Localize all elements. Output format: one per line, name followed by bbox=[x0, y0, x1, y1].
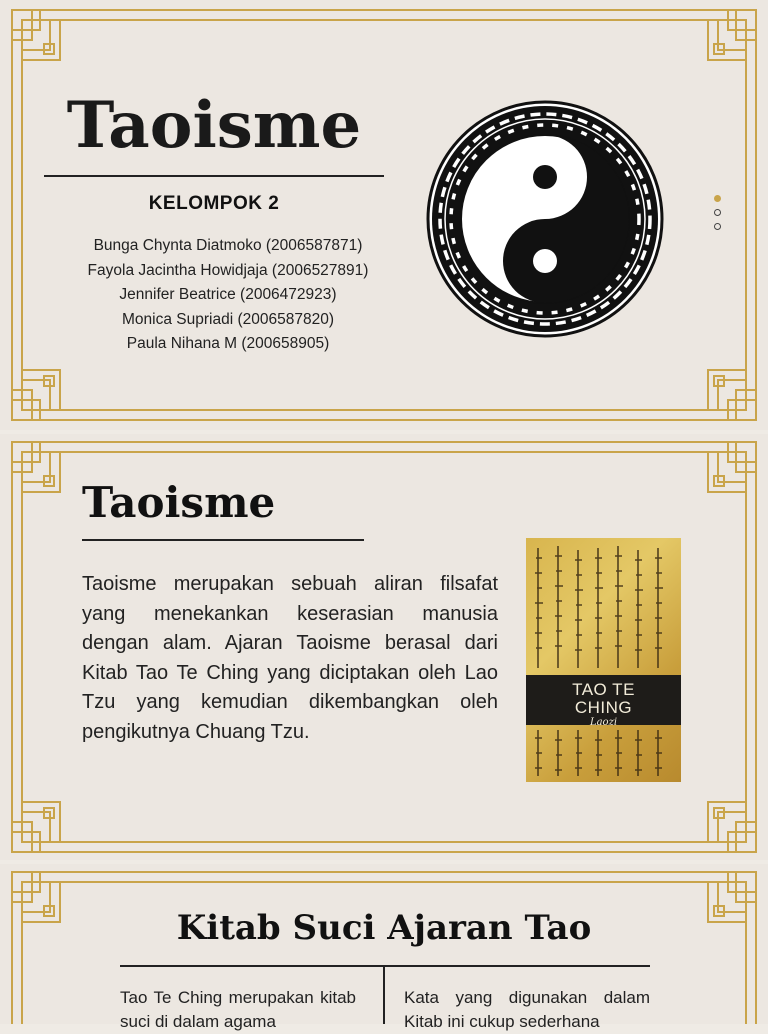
title-underline bbox=[120, 965, 650, 967]
nav-dot[interactable] bbox=[714, 209, 721, 216]
section-title: Kitab Suci Ajaran Tao bbox=[176, 908, 592, 948]
left-column-text: Tao Te Ching merupakan kitab suci di dalam agama bbox=[120, 988, 356, 1031]
member-name: Paula Nihana M (200658905) bbox=[126, 335, 330, 352]
member-name: Jennifer Beatrice (2006472923) bbox=[119, 286, 337, 303]
book-author: Laozi bbox=[589, 717, 618, 728]
title-underline bbox=[44, 175, 384, 177]
cover-title: Taoisme bbox=[66, 88, 362, 163]
calligraphy-pattern bbox=[526, 538, 681, 782]
title-underline bbox=[82, 539, 364, 541]
column-divider bbox=[383, 965, 385, 1024]
member-name: Monica Supriadi (2006587820) bbox=[122, 310, 334, 328]
group-label: KELOMPOK 2 bbox=[148, 193, 280, 214]
member-name: Fayola Jacintha Howidjaja (2006527891) bbox=[87, 261, 369, 279]
book-cover-image bbox=[526, 538, 681, 782]
description-paragraph: Taoisme merupakan sebuah aliran filsafat yang menekankan keserasian manusia dengan alam. Ajaran Taoisme berasal dari Kitab Tao Te Ching yang diciptakan oleh Lao Tzu yang kemudian dikembangkan oleh pengikutnya Chuang Tzu. bbox=[82, 573, 498, 743]
slide-nav-dots bbox=[714, 195, 726, 237]
right-column-text: Kata yang digunakan dalam Kitab ini cukup sederhana bbox=[404, 988, 650, 1031]
member-name: Bunga Chynta Diatmoko (2006587871) bbox=[93, 237, 363, 254]
book-title-band bbox=[526, 675, 681, 728]
section-title: Taoisme bbox=[82, 478, 276, 527]
yin-yang-icon bbox=[426, 100, 664, 338]
book-title-line-1: TAO TE bbox=[572, 680, 635, 699]
nav-dot[interactable] bbox=[714, 223, 721, 230]
member-list bbox=[44, 234, 412, 357]
nav-dot-active[interactable] bbox=[714, 195, 721, 202]
book-title-line-2: CHING bbox=[574, 698, 633, 717]
